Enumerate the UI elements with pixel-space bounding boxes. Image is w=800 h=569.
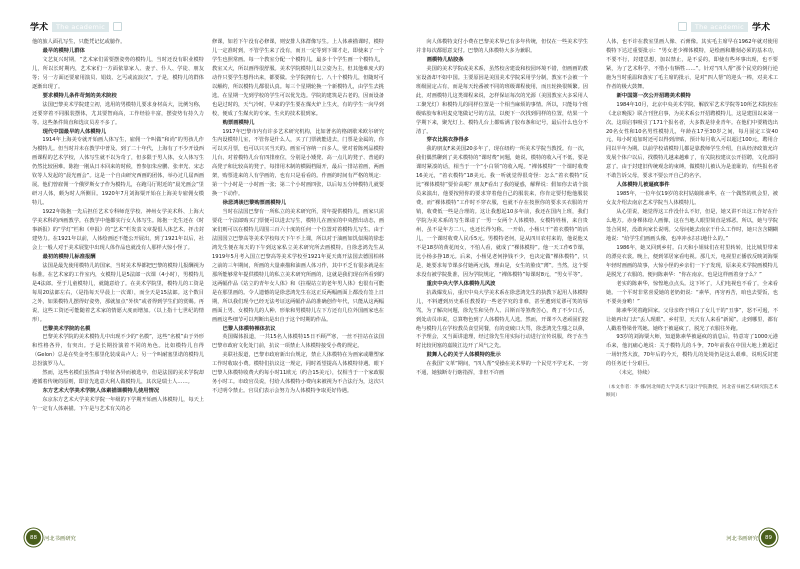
column-2 [212,38,384,396]
paragraph: 修课，如若下午没有必修课，则安排人体群像写生。上人体素描课时，模特儿一定准时到，不管学生来了没有，而且一定等到下课才走，即使来了一个学生也照常画。每一个教室分配一个模特儿，最多十个学生画一个模特儿，教室又大，所以画得很舒服。美术学院模特儿以立姿为主，但其他难度大的动作只要学生想得出来，都要做。全学院拥有七、八十个模特儿，但随时可以解约，所以模特儿都很认真。每三个星期轮换一个新模特儿，由学生去挑选。在星期一先到学校的学生可以优先选。学院的建筑是古老的，因而设备也是过时的，天气冷时，早来的学生要在煤火炉上生火，有的学生一向早到校，便成了生煤火的专家，生火的技术很到家。 [212,39,384,117]
footer-right [726,530,776,545]
page-number: 89 [761,530,776,545]
section-title-en: The academic [691,22,748,32]
running-header-left [30,20,122,33]
paragraph: 1922年陈抱一先后担任艺术专科师范学校、神州女学美术科、上海大学美术科的西画教学。在教学中他都实行女人体写生。陈抱一先生还在《时事新报》的“学灯”栏和《申报》的“艺术”栏发表文章提倡人体艺术，抨击封建势力。在1921年以前，人体绘画还不能公开展出，到了1921年以后，社会上一般人对于美术展览中出现人体作品也就没有人那样大惊小怪了。 [32,209,204,251]
column-3 [416,38,588,378]
paragraph: 老实的陈素华，惊惶地点点头。这下坏了，人们电视也不看了，全来看她。一个平时非常喜爱她的老奶奶说：“素华，再穷再苦，咱也去要饭，也不要卖身哟！” [606,280,778,305]
section-heading: 鼓舞人心的关于人体模特的批示 [426,352,501,359]
section-heading: 徐悲鸿谈巴黎购票画模特儿 [222,200,287,207]
paragraph: 他的旅人面孔写生，只能凭记忆或臆作。 [32,39,126,45]
section-heading: 穿衣比脱衣挣得多 [426,137,469,144]
paragraph: 1917年巴黎市内有许多艺术研究机构，比如著名的格朗歇米欧尔研究生内设模特儿室，不管你是什么人，买了门票就能进去，门票是金属的，你可以买月票，也可以只买当天的。画室可容纳一百多人，壁对着陈列品模特儿台，对着模特儿台有四排座位，分别是小矮凳、高一点儿的凳子、普通的高凳子和比较高的凳子，每排用木制的横隔档隔开，最后一排站着画，两画架，购票进来的人有学画的，也有只是看看的。作画的时间有严格的规定：第一个小时是一小时画一张；第二个小时画四张，以后每五分钟模特儿就要换一下动作。 [212,128,384,198]
paragraph: 东京东方艺术大学美术学院一年级的下学期开始画人体模特儿，每天上午一定有人体素描。下午是与艺术有关的必 [32,397,204,413]
column-1 [32,38,204,414]
paragraph: 人体，也不许在教室里画人像、石膏像。其实毛主席早在1962年就对使用模特下达过重要批示：“男女老少裸体模特，是绘画和雕刻必须的基本功，不要不行，封建思想，加以禁止，是不妥的，即使有些坏事出现，也不要紧，为了艺术科学，不惜小有牺牲……”。针对“四人帮”那个民党的倒行逆施为当时重温和落实了毛主席的批示，是对“四人帮”的迎头一棒，对美术工作者的极大鼓舞。 [606,39,778,90]
section-title-en: The academic [52,22,109,32]
section-heading: 最初的模特儿标准报酬 [42,253,96,260]
paragraph: 巴黎美术学院的美术模特儿中出现不少的“名模”，这些“名模”由于外形和性格各异，有突出。于是长期扮演着不同的角色。比如模特儿自得（Gelon）总是在奖金考生那里化装成高卢人；另一个叫耐塞里诺的模特儿总扮演罗马人。 [32,334,204,368]
column-4 [606,38,778,400]
journal-name: 河北书画研究 [44,535,76,542]
section-heading: 巴黎美术学院的名模 [42,325,91,332]
author-note: （本文作者：李 娜/河北师范大学美术与设计学院教授，河北省书画艺术研究院艺术顾问） [606,385,778,399]
footer-left [26,530,76,545]
section-heading: 东方艺术大学美术学院人体素描课模特儿使用情况 [42,388,160,395]
paragraph: 当时在法国巴黎有一所私立的美术研究所，常年提供模特儿，画家只需要花一个法郎购买门票便可以进去写生，模特儿在画室的中央摆出动态，画家们则可以在模特儿周围三百六十度的任何一个位置对着模特儿写生。由于法国国立巴黎高等美术学校每天下午不上课，所以对于油画如饥似渴的徐悲鸿先生便在每天的下午到这家私立美术研究所去画模特。自徐悲鸿先生从1919年5月考入国立巴黎高等美术学校至1921年夏天离开法国去德国柏林之前的三年期间，所画的大量素描和油画人体习作，其中不乏有很多就是在那所能够常年提供模特儿的私立美术研究所画的，这就是我们现在所看到的这两幅作品《站立的青年女人体》和《拄棍站立的老年男人体》也很有可能是在那里画的。令人遗憾的是徐悲鸿先生在这正反两幅画面上都没有签上日期，所以我们现今已经无法考证这两幅作品的准确创作年代，只能从这两幅画面上男、女模特儿的人种、形象和男模特儿左下方还有几位外国画家也在画画这些细节可以判断出是出自于这个时期的作品。 [212,209,384,323]
section-heading: 巴黎人体模特裸体抗议 [222,325,276,332]
paragraph: 我的朋友F来美国20多年了，现在纽约一所美术学院当教授。有一次，我们偶然聊到了美术模特的“课时费”问题，她说，模特的收入可不低，要是课时紧凑的话，相当于一个“小白领”的收入呢。“裸体模特”一个课时收费16美元，“着衣模特”18美元。我一听就觉得很奇怪：怎么“着衣模特”反比“裸体模特”要价高呢？朋友F看出了我的疑惑，解释说：假如你去请个演员来演出，他要按照你的要求穿着他自己的服装来，你肯定要付他他服装费。而“裸体模特”工作时不穿衣服，也就不存在按照你的要求买衣服的开销，收费低一些是合理的。这让我想起10多年前，我还在国内上班，我们学院为美术系的写生课请了一男一女两个人体模特。女模特姓杨，来自贵州，虽不是年方二八，也还长得匀称。一开始，小杨只干“着衣模特”的活儿，一个课时收费人民币5元。男模特老何，是从四川农村来的，他说他又不是18岁的黄花闺女，不怕人看，就成了“裸体模特”。他一天工作6节课，比小杨多挣18元。后来，小杨见老何挣钱不少，也决定做“裸体模特”，只是，她要求每节课多付她两元钱，理由是，女生的脸皮“薄”。当然，这个要求没有被学院批准，因为学院规定，“裸体模特”每课时8元，“男女平等”。 [416,146,588,278]
section-heading: 要求模特儿条件苛刻的美术院校 [42,92,117,99]
paragraph: 美联社报道，巴黎市政府新出台规定，禁止人体模特在为画家或雕塑家工作时收取小费。模特们抗议这一规定，同时希望提高人体模特待遇。眼下巴黎人体模特收费大约每小时11欧元（约合15美元），仅相当于一个家政服务小时工。市政官员说，付给人体模特小费向来被视为不合法行为，这次只不过明令禁止。官员们表示会努力为人体模特争取更好待遇。 [212,352,384,395]
paragraph: 然而，这些名模们虽然由于特征各异而被选中，但是法国的美术学院却遵循着传统的原则，即首先选意大利人做模特儿，其次是瑞士人……。 [32,370,204,386]
section-heading: 重庆中央大学人体模特儿风波 [426,280,496,287]
paragraph: 法国是最先使用模特儿的国家，当时美术界都把巴黎的模特儿报酬视为标准。在艺术家的工作室内，女模特儿是5法郎一次课（4小时），男模特儿是4法郎。至于儿童模特儿，就随意给了。在美术学院里，模特儿的工资是每周20法郎左右，（是指每天早晨上一次课），而全天是15法郎。这个数目之外，如果模特儿摆得好姿势，那就加点“外快”或者得到学生们的赏赐。再说，这些工资还可能随着艺术家的情愿大度而增加。（以上指十七世纪的情形）。 [32,262,204,323]
decoration-icon [678,22,687,31]
page-number: 88 [26,530,41,545]
section-heading: 现代中国最早的人体模特儿 [42,128,107,135]
paragraph: 从心里说，她觉得这工作没什么不好，但是，她又讲不出这工作好在什么地方。赤身裸体给人画像，这在当地人眼里简直是邪恶。所以，她与学院签合同时，没敢向家长说明。父母问她去南京干什么工作时，她只含含糊糊地说：“给学生们画画头像，也冲冲水扫扫地什么的。” [606,209,778,242]
paragraph: 1985年，一位年仅19岁的农村姑娘陈素华，在一个偶然的机会里，被女友介绍去南京艺术学院当人体模特儿。 [606,191,778,207]
section-title: 学术 [30,23,49,33]
section-heading: 画模特儿贴胶条 [426,56,464,63]
paragraph: （未完，待续） [616,370,653,377]
section-title: 学术 [751,23,770,33]
paragraph: 1914年上海美专就开始画人体写生，雇佣一个叫做“和尚”的男孩儿作为模特儿。但当时并未在教学中普及。到了二十年代，上海有了不少开设西画课程的艺术学校，人体写生就不以为奇了，但多限于男人体，女人体写生仍然比较困难。陈抱一刚从日本回来的时候，曾参加朱应鹏、张聿光、宋志钦等人发起的“晨光画会”。这是一个自由研究西画的团体，举办过几届西画展。他们曾雇佣一个俄罗斯女子作为模特儿，在跑马厅附近的“晨光画会”里研习人体，颇为时人所侧目。1920年7月刘海粟开始在上海美专雇佣女模特儿。 [32,137,204,207]
section-heading: 人体模特儿被逼疯事件 [616,182,670,189]
paragraph: 向人体模特支付小费在巴黎美术界已有多年传统，但仅在一些美术学生并非每次都愿意支付。巴黎的人体模特大多为兼职。 [416,39,588,54]
journal-name: 河北书画研究 [726,535,758,542]
section-heading: 新中国第一次公开招聘美术模特 [616,92,691,99]
paragraph: 在我国“文革”期间，“四人帮”受操在美术界的一个民党不学无术、一窍不通，她独断专行瞎指挥，非但不许画 [416,361,588,377]
paragraph: 陈素华哭着跑回家。父母亲终于明白了女儿干的“丑事”，怒不可遏，不让她再出门去“丢人现眼”。乡村里，天天有人来看“新闻”。走到哪里，都有人戳着脊梁骨骂她。她终于被逼疯了，脱光了衣服往外跑。 [606,307,778,332]
paragraph: 美国的美术学院或美术系，虽然校舍建设和校园环境不错，但画画的教室设备却不如中国。主要原因是美国美术学院采用学分制，教室不会被一个班级固定占有，而是每天轮番被不同的班级课程使用，而且轮换很频繁。因此，对画模特儿这类课程来说，怎样保证每次的光源（美国教室大多采用人工聚光灯）和模特儿的同样位置是一个相当麻烦的事情。所以，只能每个班级贴胶布和用麦克笔做记号的方法，以便下一次找到同样的位置，结果一个学期下来，聚光灯上、模特儿台上都贴满了胶布条和记号，最后什么也分不清了。 [416,65,588,135]
paragraph: 英国媒体报道，一共15名人体模特15日不顾严寒，一丝不挂站在法国巴黎市政府文化处门前，抗议一项禁止人体模特接受小费的规定。 [212,334,384,350]
decoration-icon [113,22,122,31]
paragraph: 1986年，她又回到乡村。白天和小姐妹们在村里转转，比比城里带来的漂亮衣裳。晚上，便到邻居家看电视。那几天，电视里正播放反映刘海粟年轻时画画的故事，大惊小怪的乡亲们一下子发现，原来美术学院画模特儿是脱光了衣服的。便问陈素华：“你在南京，也是这样画着身子么？” [606,244,778,278]
running-header-right [678,20,770,33]
section-heading: 最早的模特儿群体 [42,47,85,54]
paragraph: 抗战爆发后，重庆中央大学美术系在徐悲鸿先生的执教下起用人体模特儿，不料遭到历史系任教授的一些老学究的非难，甚至遭到荒谬可笑的辱骂。为了解决问题，徐先生和吴作人、吕斯百等煞费苦心，费了不少口舌，到处动员串说，总算物色到了人体模特儿人选。然而，开课不久老顽固们挖绝与模特儿在学校教员食堂同餐，有的竟破口大骂，徐悲鸿先生嗤之以鼻，不予理会，又当面讲道理，经过徐先生用实际行动进行宣传说服，终于在当时比较闭塞的嘉陵江边开了风气之先。 [416,289,588,350]
paragraph: 法国巴黎美术学院建立初，选用的男模特儿要求身材高大，比例匀称，还要穿着不同服装摆体，尤其要智商高，工作经验丰富，摆姿势有持久力等。这些条件简直和选议员差不多了。 [32,101,204,126]
paragraph: 93岁的刘海粟大师，知道陈素华被逼疯的消息后，特意寄了1000元港币来，他沉痛心地说：关于模特儿的斗争，70年前我在中国大地上掀起过一场轩然大波，70年后的今天，模特儿的处境仍是这么艰难，说明反封建的任务还十分艰巨。 [606,334,778,368]
paragraph: 1984年10月，北京中央美术学院、解放军艺术学院等10所艺术院校在《北京晚报》联合刊登启事，为美术系公开招聘模特儿，这是建国以来第一次。这项启事吸引了171个报名者，大多数是待业青年。在他们中要精选出20名女性和10名男性模特儿，年龄在17至30岁之间，每月固定工资40元，每小时追加时还可以得到津贴，预计每月收入可以超过100元，聘用合同以半年为期。以前学校请模特儿都是靠教师学生介绍，自从经济政策允许发展个体户以后，找模特儿越来越难了，有关院校建议公开招聘，文化部同意了。由于封建旧传统观念的束缚，做模特儿被认为是羞耻的，有些报名者不敢告诉父母，要求不要公开自己的名字。 [606,101,778,180]
paragraph: 文艺复兴时期，“艺术家们需要摆姿势的模特儿，当时还没有职业模特儿，所以长时期内，艺术家们一方面依靠家人、妻子、仆人、学徒、朋友等；另一方面还要雇用演员、娼妓、乞丐或流浪汉”。于是，模特儿的群体逐渐出现了。 [32,56,204,90]
section-heading: 购票画模特儿 [222,119,255,126]
